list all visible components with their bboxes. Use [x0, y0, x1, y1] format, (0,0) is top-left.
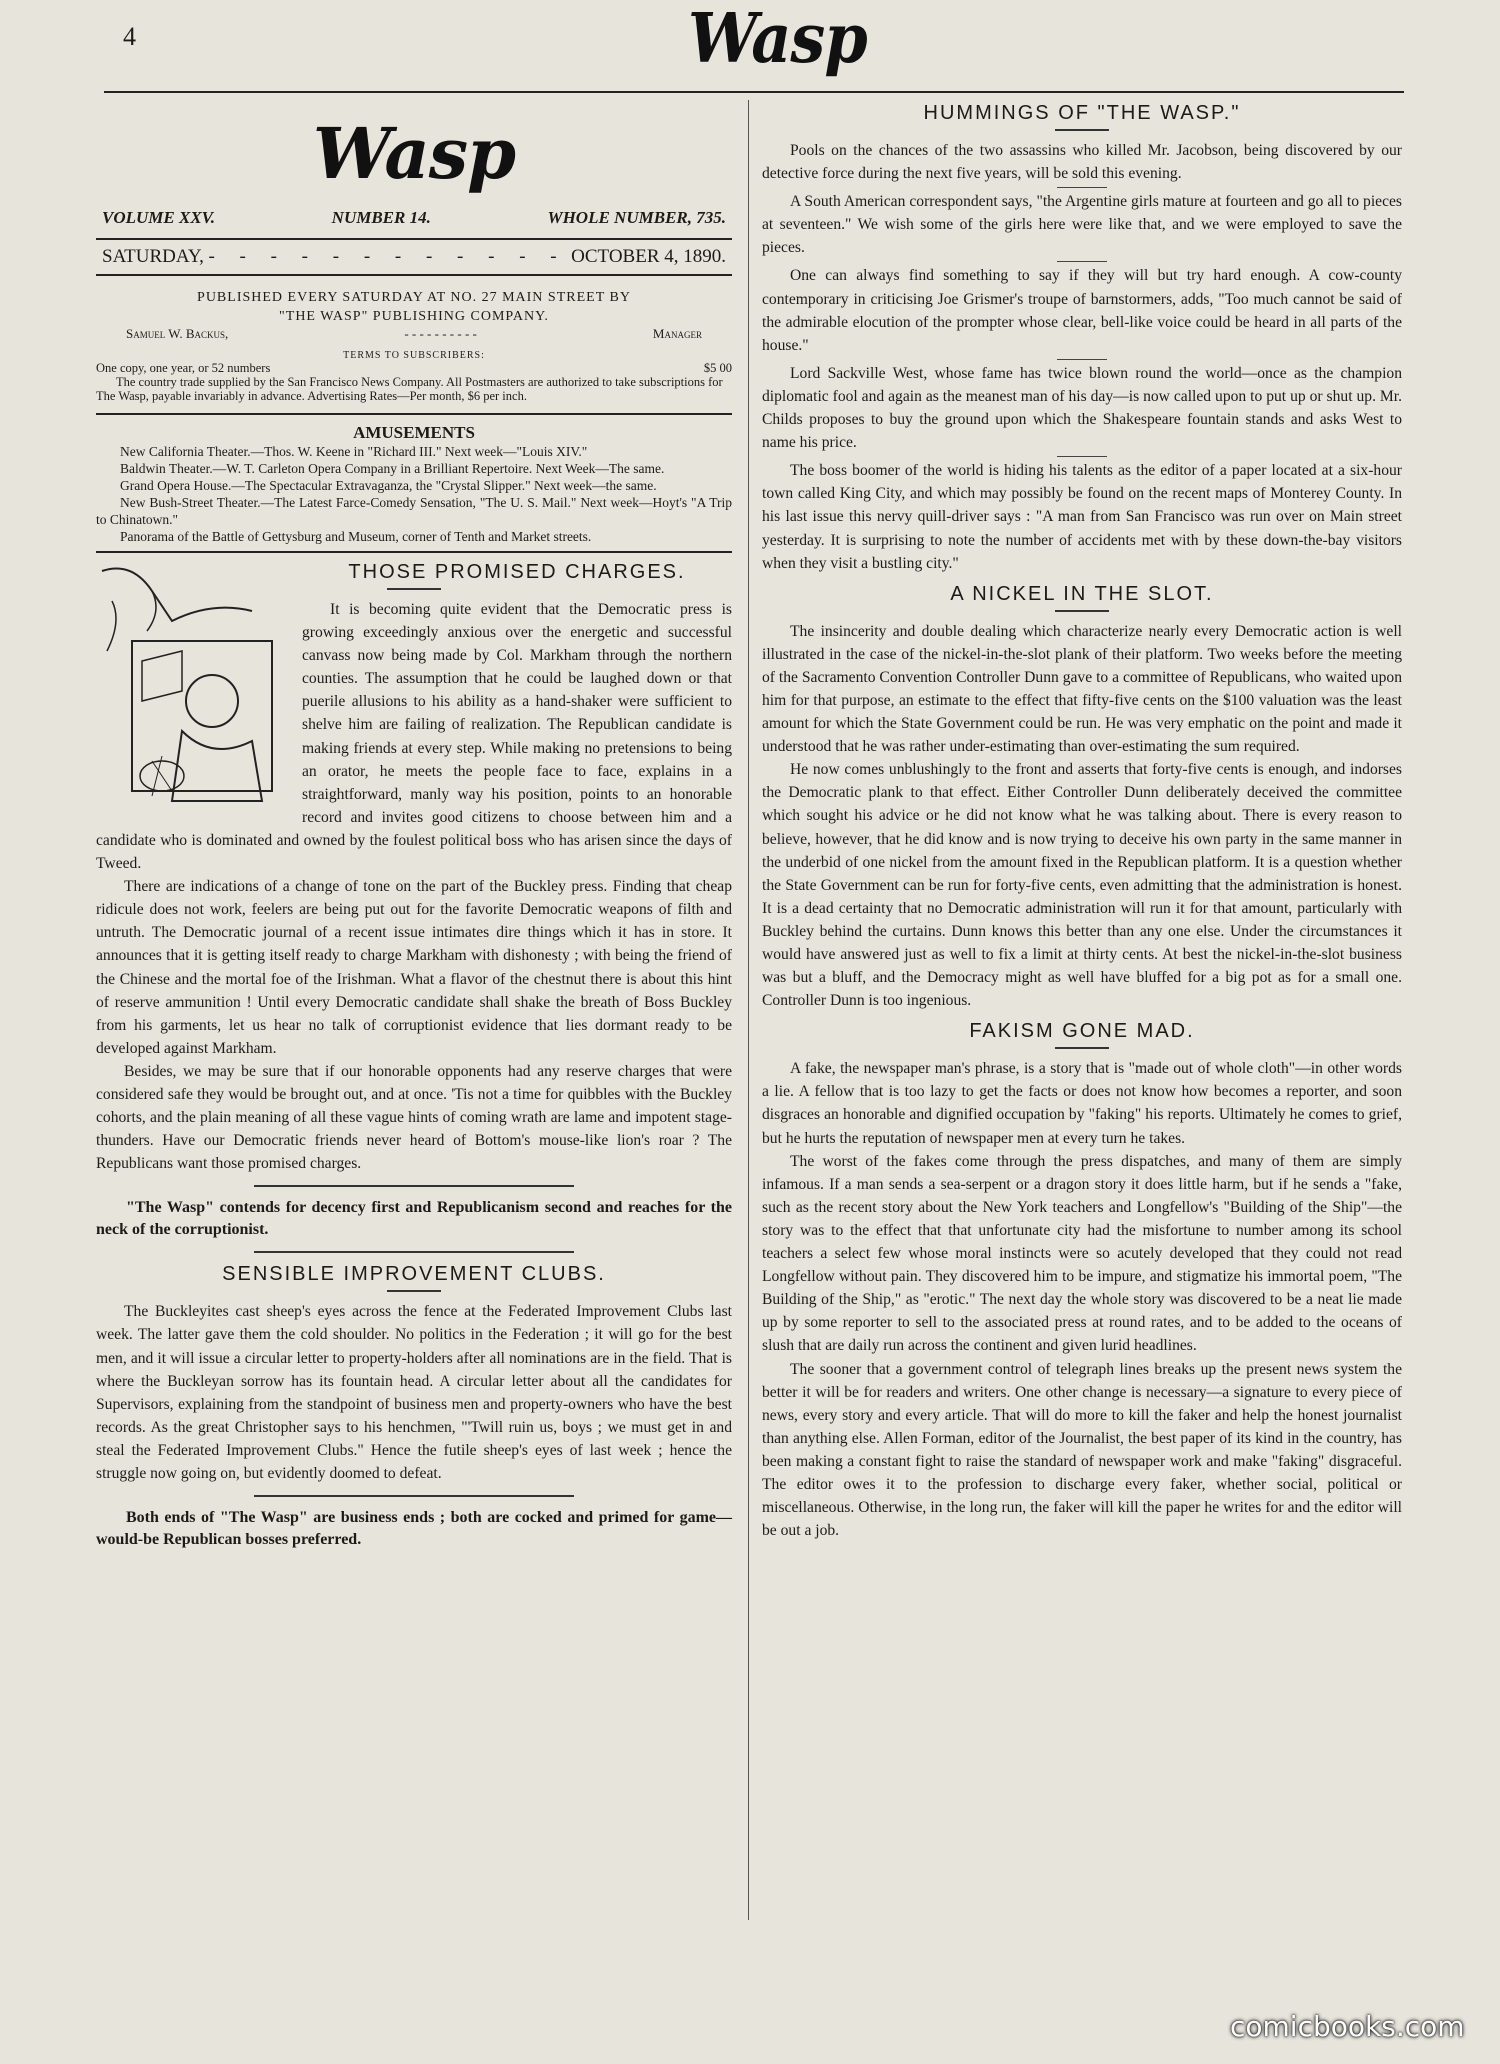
manager-title: Manager [652, 326, 702, 341]
article-hummings [762, 102, 1402, 575]
masthead [96, 108, 732, 403]
left-column [96, 100, 732, 1561]
paragraph: The worst of the fakes come through the press dispatches, and many of them are simply infamous. If a man sends a sea-serpent or a dragon story it does little harm, but if he sends a "fake, such as the recent story about the New York teachers and Longfellow's "Building of the Ship"—the story was to the effect that that unfortunate city had the misfortune to number among its school teachers a select few whose moral instincts were so acutely developed that they could not read Longfellow without pain. They discovered him to be impure, and stigmatize his immortal poem, "The Building of the Ship," as "erotic." The next day the whole story was discovered to be a neat lie made up by some reporter to sell to the associated press at round rates, and to be added to the oceans of slush that are daily run across the continent and given lurid headlines. [762, 1152, 1402, 1355]
watermark: comicbooks.com [1230, 2010, 1465, 2043]
date-leader: - - - - - - - - - - - - [208, 246, 567, 267]
published-line: PUBLISHED EVERY SATURDAY AT NO. 27 MAIN STREET BY [197, 290, 631, 305]
top-rule [104, 91, 1404, 93]
separator [1057, 261, 1107, 262]
separator [1057, 187, 1107, 188]
wasp-note: Both ends of "The Wasp" are business ends ; both are cocked and primed for game—would-be Republican bosses preferred. [96, 1509, 732, 1549]
column-divider [748, 100, 749, 1920]
headline-fakism: FAKISM GONE MAD. [969, 1020, 1195, 1043]
publisher-info [96, 288, 732, 326]
headline-rule [1055, 1047, 1109, 1049]
terms-text: The country trade supplied by the San Francisco News Company. All Postmasters are authorized to take subscriptions for The Wasp, payable invariably in advance. Advertising Rates—Per month, $6 per inch. [96, 375, 723, 403]
manager-row [96, 326, 732, 342]
article-nickel [762, 583, 1402, 1013]
article-body [762, 620, 1402, 1013]
paragraph: A South American correspondent says, "the Argentine girls mature at fourteen and go all to pieces at seventeen." We wish some of the girls here were like that, and we were employed to save the pieces. [762, 193, 1402, 257]
issue-date: OCTOBER 4, 1890. [571, 246, 726, 267]
terms-price: $5 00 [703, 361, 732, 375]
article-promised-charges [96, 561, 732, 1175]
manager-leader: - - - - - - - - - - [404, 326, 477, 341]
paragraph: It is becoming quite evident that the Democratic press is growing exceedingly anxious over the energetic and successful canvass now being made by Col. Markham through the northern counties. The assumption that he could be laughed down or that puerile allusions to his ability as a hand-shaker were sufficient to shelve him are failing of realization. The Republican candidate is making friends at every step. While making no pretensions to being an orator, he meets the people face to face, explains in a straightforward, manly way his position, points to an honorable record and invites good citizens to choose between him and a candidate who is dominated and owned by the foulest political boss who has arisen since the days of Tweed. [96, 601, 732, 873]
article-improvement-clubs [96, 1263, 732, 1485]
publisher-name: "THE WASP" PUBLISHING COMPANY. [279, 309, 549, 324]
section-rule [254, 1495, 574, 1497]
issue-info [96, 208, 732, 228]
paragraph: Lord Sackville West, whose fame has twice blown round the world—once as the champion diplomatic fool and again as the meanest man of his day—is now called upon to put up or shut up. Mr. Childs proposes to buy the ground upon which the Shakespeare fountain stands and asks West to name his price. [762, 364, 1402, 452]
headline-charges: THOSE PROMISED CHARGES. [348, 561, 686, 583]
amusements-list [96, 443, 732, 553]
right-column [762, 100, 1402, 1542]
article-body [762, 139, 1402, 575]
paragraph: A fake, the newspaper man's phrase, is a story that is "made out of whole cloth"—in other words a lie. A fellow that is too lazy to get the facts or does not know how becomes a reporter, and soon disgraces an honorable and dignified occupation by "faking" his reports. Ultimately he comes to grief, but he hurts the reputation of newspaper men at every turn he takes. [762, 1060, 1402, 1147]
volume: VOLUME XXV. [102, 208, 216, 227]
paragraph: The Buckleyites cast sheep's eyes across the fence at the Federated Improvement Clubs last week. The latter gave them the cold shoulder. No politics in the Federation ; it will go for the best men, and it will issue a circular letter to property-holders after all nominations are in the field. That is where the Buckleyan sorrow has its fountain head. A circular letter about all the candidates for Supervisors, explaining from the standpoint of business men and property-owners who have the best records. As the great Christopher says to his henchmen, "'Twill ruin us, boys ; we must get in and steal the Federated Improvement Clubs." Hence the futile sheep's eyes of last week ; hence the struggle now going on, but evidently doomed to defeat. [96, 1303, 732, 1482]
headline-rule [1055, 129, 1109, 131]
paragraph: There are indications of a change of tone on the part of the Buckley press. Finding that cheap ridicule does not work, feelers are being put out for the favorite Democratic weapons of filth and untruth. The Democratic journal of a recent issue intimates dire things which it has in store. It announces that it is getting itself ready to charge Markham with dishonesty ; with being the friend of the Chinese and the mortal foe of the Irishman. What a flavor of the chestnut there is about this hint of reserve ammunition ! Until every Democratic candidate shall shake the breath of Boss Buckley from his garments, let us hear no talk of corruptionist evidence that lies dormant ready to be developed against Markham. [96, 878, 732, 1057]
terms-title: TERMS TO SUBSCRIBERS: [343, 350, 485, 361]
amusements-title: AMUSEMENTS [96, 413, 732, 443]
paragraph: Pools on the chances of the two assassins who killed Mr. Jacobson, being discovered by our detective force during the next five years, will be sold this evening. [762, 142, 1402, 183]
paragraph: He now comes unblushingly to the front and asserts that forty-five cents is enough, and indorses the Democratic plank to that effect. Either Controller Dunn deliberately deceived the committee which sought his advice or he did not know what he was talking about. There is every reason to believe, however, that he did know and is now trying to deceive his own party in the same manner in the underbid of one nickel from the amount fixed in the Republican platform. It is a question whether the State Government can be run for forty-five cents, even admitting that the administration is honest. It is a dead certainty that no Democratic administration will run it for that amount, particularly with Buckley behind the curtains. Dunn knows this better than any one else. Under the circumstances it would have answered just as well to fix a limit at thirty cents. At best the nickel-in-the-slot business was but a bluff, and the Democracy might as well have bluffed for a big pot as for a small one. Controller Dunn is too ingenious. [762, 761, 1402, 1010]
paragraph: The boss boomer of the world is hiding his talents as the editor of a paper located at a six-hour town called King City, and which may possibly be found on the recent maps of Monterey County. In his last issue this nervy quill-driver says : "A man from San Francisco was run over on Main street yesterday. It is surprising to note the number of accidents met with by these down-the-bay visitors when they visit a bustling city." [762, 462, 1402, 572]
article-body [762, 1057, 1402, 1542]
terms-row [96, 361, 732, 375]
section-rule [254, 1251, 574, 1253]
separator [1057, 359, 1107, 360]
section-rule [254, 1185, 574, 1187]
article-fakism [762, 1020, 1402, 1542]
paragraph: Besides, we may be sure that if our honorable opponents had any reserve charges that were considered safe they would be brought out, and at once. 'Tis not a time for quibbles with the Buckley cohorts, and the plain meaning of all these vague hints of coming wrath are lame and impotent stage-thunders. Have our Democratic friends never heard of Bottom's mouse-like lion's roar ? The Republicans want those promised charges. [96, 1062, 732, 1173]
headline-rule [1055, 610, 1109, 612]
headline-clubs: SENSIBLE IMPROVEMENT CLUBS. [222, 1263, 606, 1286]
terms-copy: One copy, one year, or 52 numbers [96, 361, 271, 375]
masthead-logo: Wasp [312, 112, 516, 195]
headline-rule [387, 1290, 441, 1292]
amusement-item: Baldwin Theater.—W. T. Carleton Opera Company in a Brilliant Repertoire. Next Week—The same. [120, 461, 665, 476]
headline-hummings: HUMMINGS OF "THE WASP." [923, 102, 1241, 124]
wasp-note: "The Wasp" contends for decency first and Republicanism second and reaches for the neck of the corruptionist. [96, 1199, 732, 1239]
whole-number: WHOLE NUMBER, 735. [547, 208, 726, 227]
date-line [96, 238, 732, 276]
separator [1057, 456, 1107, 457]
amusement-item: New Bush-Street Theater.—The Latest Farce-Comedy Sensation, "The U. S. Mail." Next week—Hoyt's "A Trip to Chinatown." [96, 495, 732, 527]
paragraph: The insincerity and double dealing which characterize nearly every Democratic action is well illustrated in the case of the nickel-in-the-slot plank of their platform. Two weeks before the meeting of the Sacramento Convention Controller Dunn gave to a committee of Republicans, who waited upon him for that purpose, an estimate to the effect that fifty-five cents on the $100 valuation was the least amount for which the State Government could be run. He was very emphatic on the point and made it understood that he was rather under-estimating than over-estimating the sum required. [762, 622, 1402, 756]
article-body [96, 1300, 732, 1485]
amusement-item: New California Theater.—Thos. W. Keene in "Richard III." Next week—"Louis XIV." [120, 444, 588, 459]
headline-nickel: A NICKEL IN THE SLOT. [950, 582, 1214, 605]
amusement-item: Panorama of the Battle of Gettysburg and Museum, corner of Tenth and Market streets. [120, 529, 592, 544]
paragraph: One can always find something to say if they will but try hard enough. A cow-county contemporary in criticising Joe Grismer's troupe of barnstormers, adds, "Too much cannot be said of the admirable elocution of the prompter whose clear, bell-like voice could be heard in all parts of the house." [762, 267, 1402, 354]
paragraph: The sooner that a government control of telegraph lines breaks up the present news system the better it will be for readers and writers. One other change is necessary—a signature to every piece of news, every story and every article. That will do more to kill the faker and help the honest journalist than anything else. Allen Forman, editor of the Journalist, the best paper of its kind in the country, has been making a constant fight to raise the standard of newspaper work and make "faking" disgraceful. The editor owes it to the profession to discharge every faker, whether social, political or miscellaneous. Otherwise, in the long run, the faker will kill the paper he writes for and the editor will be out a job. [762, 1360, 1402, 1540]
headline-rule [387, 588, 441, 590]
header-logo: Wasp [688, 0, 867, 79]
terms [96, 361, 732, 403]
cartoon-illustration [92, 561, 292, 811]
page-number: 4 [123, 22, 136, 51]
issue-number: NUMBER 14. [331, 208, 431, 227]
amusement-item: Grand Opera House.—The Spectacular Extravaganza, the "Crystal Slipper." Next week—the same. [120, 478, 657, 493]
manager-name: Samuel W. Backus, [126, 326, 229, 341]
weekday: SATURDAY, [102, 246, 204, 267]
